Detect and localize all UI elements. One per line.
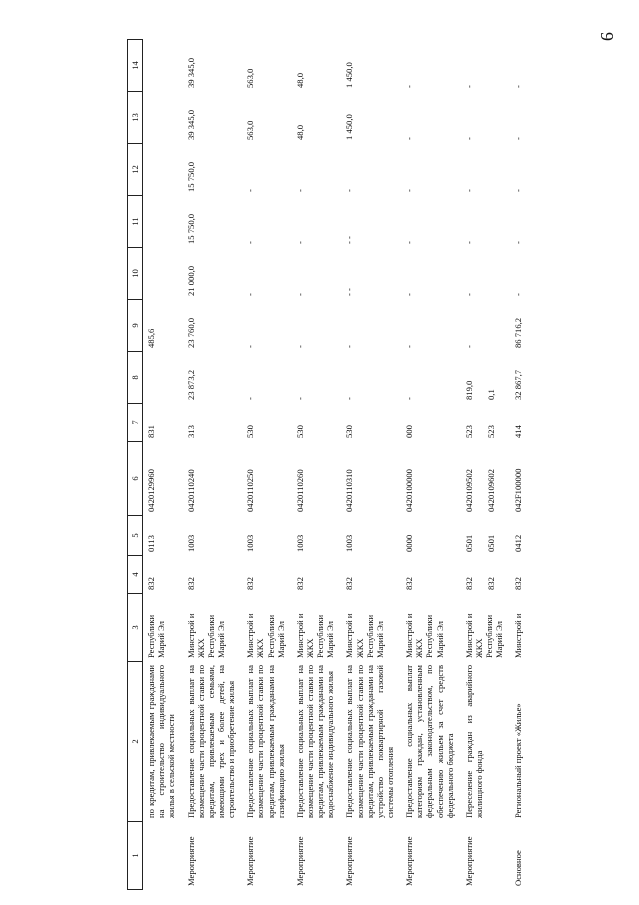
cell-c9 bbox=[242, 300, 292, 352]
cell-c10 bbox=[242, 248, 292, 300]
cell-c4 bbox=[292, 556, 342, 594]
table-row bbox=[510, 40, 529, 890]
cell-c11 bbox=[341, 196, 401, 248]
cell-c10 bbox=[401, 248, 461, 300]
cell-c12 bbox=[143, 144, 183, 196]
column-header-6: 6 bbox=[128, 442, 143, 516]
cell-value: - bbox=[463, 189, 474, 192]
cell-value: 1003 bbox=[344, 534, 355, 552]
cell-value: - bbox=[463, 293, 474, 296]
cell-c2: Региональный проект «Жилье» bbox=[513, 703, 524, 818]
cell-c3: Минстрой и ЖКХ Республики Марий Эл bbox=[463, 613, 505, 658]
cell-c13 bbox=[401, 92, 461, 144]
cell-value: 042F100000 bbox=[513, 468, 524, 512]
cell-value: - bbox=[245, 293, 256, 296]
cell-c12 bbox=[401, 144, 461, 196]
cell-value: 0420109502 bbox=[463, 469, 474, 512]
cell-c9 bbox=[292, 300, 342, 352]
cell-c6 bbox=[341, 442, 401, 516]
cell-c7 bbox=[461, 404, 511, 442]
cell-c2: Предоставление социальных выплат категориям граждан, установленным федеральным законодательством, по обеспечению жильем за счет средств федерального бюджета bbox=[404, 665, 455, 818]
cell-c9 bbox=[510, 300, 529, 352]
cell-c5 bbox=[510, 516, 529, 556]
cell-value: 0000 bbox=[404, 534, 415, 552]
cell-value: 1003 bbox=[245, 534, 256, 552]
cell-c6 bbox=[510, 442, 529, 516]
cell-c10 bbox=[292, 248, 342, 300]
cell-c14 bbox=[401, 40, 461, 92]
cell-value: 832 bbox=[463, 577, 474, 590]
cell-c3: Республики Марий Эл bbox=[146, 614, 167, 658]
cell-value: - bbox=[294, 241, 305, 244]
cell-value: - bbox=[404, 397, 415, 400]
cell-c14 bbox=[292, 40, 342, 92]
cell-value: - bbox=[513, 241, 524, 244]
column-header-7: 7 bbox=[128, 404, 143, 442]
cell-value: - bbox=[245, 397, 256, 400]
column-header-14: 14 bbox=[128, 40, 143, 92]
cell-value bbox=[486, 95, 496, 140]
cell-value bbox=[486, 199, 496, 244]
cell-c8 bbox=[143, 352, 183, 404]
cell-value: 0420110310 bbox=[344, 469, 355, 512]
cell-value: 0420110240 bbox=[185, 469, 196, 512]
cell-c8 bbox=[292, 352, 342, 404]
cell-value: 0420110260 bbox=[294, 469, 305, 512]
cell-value: 530 bbox=[344, 425, 355, 438]
cell-c3: Минстрой и bbox=[513, 613, 524, 658]
cell-c10 bbox=[143, 248, 183, 300]
cell-c7 bbox=[183, 404, 243, 442]
cell-c7 bbox=[341, 404, 401, 442]
rotated-page bbox=[127, 40, 597, 890]
cell-c1 bbox=[143, 822, 183, 890]
page-number: 9 bbox=[597, 32, 617, 41]
cell-c12 bbox=[510, 144, 529, 196]
column-header-3: 3 bbox=[128, 594, 143, 662]
cell-c14 bbox=[461, 40, 511, 92]
cell-c2: Переселение граждан из аварийного жилищного фонда bbox=[463, 665, 484, 818]
cell-c5 bbox=[143, 516, 183, 556]
cell-c4 bbox=[242, 556, 292, 594]
cell-value: - bbox=[513, 189, 524, 192]
cell-value: 414 bbox=[513, 425, 524, 438]
cell-c9 bbox=[401, 300, 461, 352]
cell-c8 bbox=[510, 352, 529, 404]
cell-c12 bbox=[341, 144, 401, 196]
cell-c14 bbox=[143, 40, 183, 92]
cell-value: 0501 bbox=[485, 534, 496, 552]
cell-c11 bbox=[143, 196, 183, 248]
cell-c7 bbox=[292, 404, 342, 442]
cell-c5 bbox=[292, 516, 342, 556]
cell-c9 bbox=[183, 300, 243, 352]
cell-c11 bbox=[401, 196, 461, 248]
cell-value: 832 bbox=[245, 577, 256, 590]
cell-c9 bbox=[143, 300, 183, 352]
cell-c7 bbox=[242, 404, 292, 442]
table-row bbox=[143, 40, 183, 890]
cell-value: 15 750,0 bbox=[185, 213, 196, 244]
cell-c12 bbox=[461, 144, 511, 196]
cell-c13 bbox=[510, 92, 529, 144]
column-header-2: 2 bbox=[128, 662, 143, 822]
cell-value: 563,0 bbox=[245, 68, 256, 88]
cell-c11 bbox=[242, 196, 292, 248]
cell-value bbox=[146, 147, 156, 192]
table-row bbox=[242, 40, 292, 890]
column-header-10: 10 bbox=[128, 248, 143, 300]
cell-c7 bbox=[143, 404, 183, 442]
cell-c2: Предоставление социальных выплат на возмещение части процентной ставки по кредитам, привлекаемым гражданами на устройство поквартирной газовой системы отопления bbox=[344, 665, 395, 818]
cell-value: 39 345,0 bbox=[185, 57, 196, 88]
cell-value: 0420100000 bbox=[404, 469, 415, 512]
cell-c6 bbox=[461, 442, 511, 516]
cell-value: 832 bbox=[185, 577, 196, 590]
cell-value bbox=[146, 43, 156, 89]
cell-value: - bbox=[344, 189, 355, 192]
cell-c1: Мероприятие bbox=[185, 836, 196, 886]
cell-value: - bbox=[463, 85, 474, 88]
budget-table bbox=[127, 39, 530, 890]
cell-value: - bbox=[404, 293, 415, 296]
cell-value: - bbox=[404, 189, 415, 192]
cell-value: 1003 bbox=[294, 534, 305, 552]
cell-value: - bbox=[404, 345, 415, 348]
cell-value bbox=[146, 251, 156, 296]
column-header-5: 5 bbox=[128, 516, 143, 556]
cell-c1: Мероприятие bbox=[404, 836, 415, 886]
cell-c5 bbox=[242, 516, 292, 556]
table-body bbox=[143, 40, 530, 890]
cell-value: 523 bbox=[463, 425, 474, 438]
cell-c10 bbox=[183, 248, 243, 300]
cell-value: 523 bbox=[485, 425, 496, 438]
cell-value: - bbox=[463, 241, 474, 244]
cell-value: - bbox=[245, 241, 256, 244]
cell-value bbox=[486, 147, 496, 192]
cell-c6 bbox=[143, 442, 183, 516]
cell-value bbox=[146, 355, 156, 400]
table-row bbox=[183, 40, 243, 890]
cell-value: 0420110250 bbox=[245, 469, 256, 512]
cell-value bbox=[486, 251, 496, 296]
cell-c3: Минстрой и ЖКХ Республики Марий Эл bbox=[185, 613, 226, 658]
cell-value: 0113 bbox=[146, 535, 157, 552]
cell-c8 bbox=[401, 352, 461, 404]
table-row bbox=[401, 40, 461, 890]
cell-c4 bbox=[461, 556, 511, 594]
cell-c2: Предоставление социальных выплат на возмещение части процентной ставки по кредитам, привлекаемым гражданами на газификацию жилья bbox=[245, 665, 286, 818]
cell-c14 bbox=[242, 40, 292, 92]
cell-c1: Мероприятие bbox=[463, 836, 474, 886]
cell-c3: Минстрой и ЖКХ Республики Марий Эл bbox=[344, 613, 385, 658]
cell-c1: Основное bbox=[513, 850, 524, 886]
cell-c9 bbox=[461, 300, 511, 352]
cell-c12 bbox=[292, 144, 342, 196]
cell-value bbox=[486, 43, 496, 89]
cell-value: - bbox=[513, 85, 524, 88]
cell-value: 0420129960 bbox=[146, 469, 157, 512]
cell-c3: Минстрой и ЖКХ Республики Марий Эл bbox=[294, 613, 336, 658]
cell-value: 48,0 bbox=[294, 72, 305, 88]
cell-c11 bbox=[510, 196, 529, 248]
cell-value: 1003 bbox=[185, 534, 196, 552]
cell-c6 bbox=[292, 442, 342, 516]
cell-value: 23 760,0 bbox=[185, 317, 196, 348]
column-header-4: 4 bbox=[128, 556, 143, 594]
cell-c10 bbox=[461, 248, 511, 300]
cell-c11 bbox=[461, 196, 511, 248]
cell-value: 0412 bbox=[513, 534, 524, 552]
cell-c8 bbox=[341, 352, 401, 404]
cell-c9 bbox=[341, 300, 401, 352]
cell-value: - bbox=[294, 293, 305, 296]
cell-value: - bbox=[404, 137, 415, 140]
cell-value: - bbox=[463, 345, 474, 348]
cell-value: 86 716,2 bbox=[513, 317, 524, 348]
cell-value: 832 bbox=[404, 577, 415, 590]
cell-value: 0420109602 bbox=[485, 469, 496, 512]
cell-value: 32 867,7 bbox=[513, 369, 524, 400]
cell-c4 bbox=[143, 556, 183, 594]
cell-c4 bbox=[341, 556, 401, 594]
cell-c13 bbox=[242, 92, 292, 144]
cell-value: - bbox=[513, 293, 524, 296]
cell-value: - bbox=[513, 137, 524, 140]
header-row bbox=[128, 40, 143, 890]
cell-c13 bbox=[143, 92, 183, 144]
table-row bbox=[292, 40, 342, 890]
cell-c13 bbox=[292, 92, 342, 144]
cell-c13 bbox=[341, 92, 401, 144]
cell-value: 21 000,0 bbox=[185, 265, 196, 296]
cell-value: 0,1 bbox=[485, 389, 496, 400]
cell-c14 bbox=[341, 40, 401, 92]
cell-value: 530 bbox=[294, 425, 305, 438]
cell-c14 bbox=[510, 40, 529, 92]
cell-value: 485,6 bbox=[146, 328, 157, 348]
cell-value: 1 450,0 bbox=[344, 114, 355, 140]
cell-value: 832 bbox=[146, 577, 157, 590]
cell-c14 bbox=[183, 40, 243, 92]
cell-c5 bbox=[461, 516, 511, 556]
cell-c4 bbox=[510, 556, 529, 594]
cell-value bbox=[146, 199, 156, 244]
cell-value: 831 bbox=[146, 425, 157, 438]
cell-value: - bbox=[404, 241, 415, 244]
cell-c5 bbox=[341, 516, 401, 556]
cell-value: 832 bbox=[513, 577, 524, 590]
cell-value: - bbox=[344, 397, 355, 400]
cell-c6 bbox=[183, 442, 243, 516]
cell-value: 832 bbox=[294, 577, 305, 590]
cell-c5 bbox=[401, 516, 461, 556]
cell-c13 bbox=[183, 92, 243, 144]
cell-value: - - bbox=[344, 236, 355, 244]
cell-value bbox=[146, 95, 156, 140]
cell-c6 bbox=[242, 442, 292, 516]
cell-value bbox=[486, 303, 496, 348]
cell-value: 23 873,2 bbox=[185, 369, 196, 400]
cell-c2: Предоставление социальных выплат на возмещение части процентной ставки по кредитам, привлекаемым семьями, имеющими трех и более детей, на строительство и приобретение жилья bbox=[185, 665, 237, 818]
cell-c6 bbox=[401, 442, 461, 516]
cell-c10 bbox=[341, 248, 401, 300]
column-header-13: 13 bbox=[128, 92, 143, 144]
cell-c11 bbox=[183, 196, 243, 248]
cell-c4 bbox=[401, 556, 461, 594]
cell-value: 0501 bbox=[463, 534, 474, 552]
cell-c13 bbox=[461, 92, 511, 144]
table-row bbox=[341, 40, 401, 890]
cell-value: 1 450,0 bbox=[344, 62, 355, 88]
cell-value: - bbox=[294, 397, 305, 400]
cell-c8 bbox=[461, 352, 511, 404]
cell-c3: Минстрой и ЖКХ Республики Марий Эл bbox=[245, 613, 286, 658]
cell-c3: Минстрой и ЖКХ Республики Марий Эл bbox=[404, 613, 445, 658]
cell-value: - bbox=[294, 189, 305, 192]
cell-c7 bbox=[510, 404, 529, 442]
cell-value: 39 345,0 bbox=[185, 109, 196, 140]
column-header-12: 12 bbox=[128, 144, 143, 196]
cell-value: - bbox=[344, 345, 355, 348]
cell-c10 bbox=[510, 248, 529, 300]
column-header-9: 9 bbox=[128, 300, 143, 352]
cell-c12 bbox=[183, 144, 243, 196]
cell-value: 832 bbox=[344, 577, 355, 590]
cell-c1: Мероприятие bbox=[294, 836, 305, 886]
cell-c2: Предоставление социальных выплат на возмещение части процентной ставки по кредитам, привлекаемым гражданами на водоснабжение индивидуального жилья bbox=[294, 665, 336, 818]
cell-c1: Мероприятие bbox=[344, 836, 355, 886]
cell-value: 832 bbox=[485, 577, 496, 590]
cell-c8 bbox=[183, 352, 243, 404]
cell-c11 bbox=[292, 196, 342, 248]
column-header-8: 8 bbox=[128, 352, 143, 404]
cell-value: 000 bbox=[404, 425, 415, 438]
cell-value: 563,0 bbox=[245, 120, 256, 140]
cell-value: - bbox=[463, 137, 474, 140]
table-header bbox=[128, 40, 143, 890]
cell-value: 819,0 bbox=[463, 380, 474, 400]
cell-value: - bbox=[245, 189, 256, 192]
cell-c5 bbox=[183, 516, 243, 556]
cell-value: 313 bbox=[185, 425, 196, 438]
table-row bbox=[461, 40, 511, 890]
cell-c2: по кредитам, привлекаемым гражданами на строительство индивидуального жилья в сельской местности bbox=[146, 665, 177, 818]
cell-value: - - bbox=[344, 288, 355, 296]
cell-c7 bbox=[401, 404, 461, 442]
cell-value: 15 750,0 bbox=[185, 161, 196, 192]
cell-value: - bbox=[294, 345, 305, 348]
cell-value: - bbox=[245, 345, 256, 348]
cell-c4 bbox=[183, 556, 243, 594]
column-header-1: 1 bbox=[128, 822, 143, 890]
cell-c12 bbox=[242, 144, 292, 196]
cell-value: 48,0 bbox=[294, 124, 305, 140]
cell-c8 bbox=[242, 352, 292, 404]
column-header-11: 11 bbox=[128, 196, 143, 248]
cell-c1: Мероприятие bbox=[245, 836, 256, 886]
cell-value: - bbox=[404, 85, 415, 88]
cell-value: 530 bbox=[245, 425, 256, 438]
